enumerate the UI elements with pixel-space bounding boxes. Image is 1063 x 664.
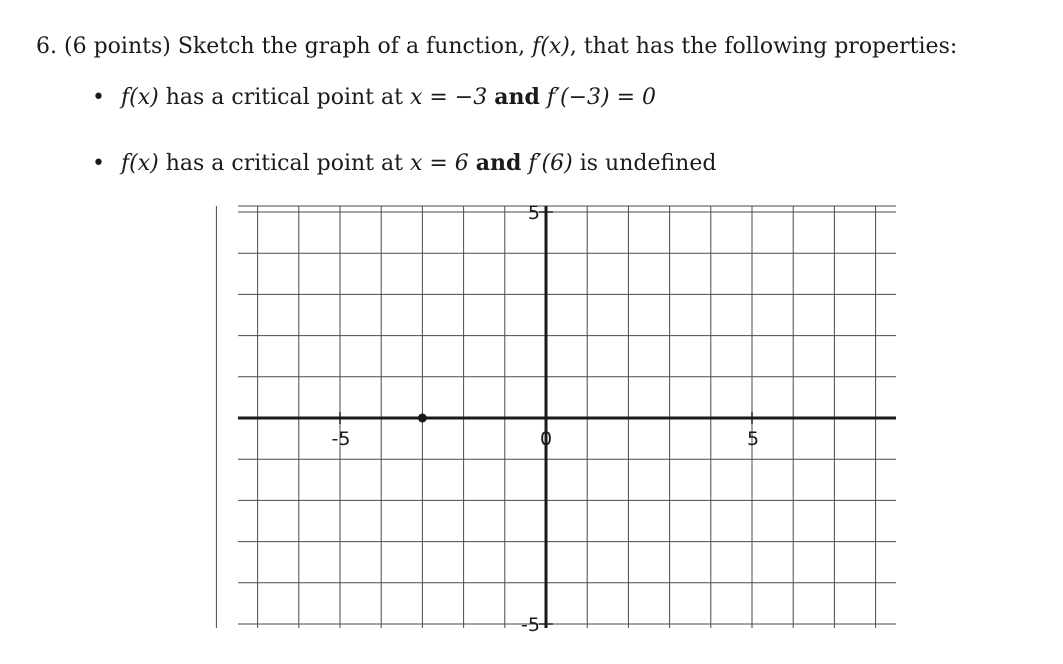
question-points: (6 points)	[64, 34, 171, 59]
bullet-icon: •	[92, 151, 105, 176]
property-function: f(x)	[121, 151, 159, 176]
property-connector: and	[475, 150, 522, 176]
x-tick-label: -5	[331, 428, 351, 450]
question-instruction-tail: , that has the following properties:	[569, 34, 958, 59]
x-tick-label: 0	[539, 428, 553, 450]
property-connector: and	[494, 84, 540, 110]
property-text: has a critical point at	[165, 151, 403, 176]
property-function: f(x)	[121, 85, 159, 110]
property-condition: x = −3	[409, 85, 488, 110]
property-tail: is undefined	[579, 151, 717, 176]
critical-point-marker	[418, 414, 427, 423]
function-name: f(x)	[532, 34, 570, 59]
property-condition: x = 6	[409, 151, 469, 176]
x-tick-label: 5	[746, 428, 760, 450]
property-text: has a critical point at	[165, 85, 403, 110]
question-number: 6.	[36, 34, 57, 59]
y-tick-label: -5	[521, 614, 540, 636]
property-derivative: f′(−3) = 0	[546, 85, 657, 110]
property-derivative: f′(6)	[528, 151, 573, 176]
question-instruction: Sketch the graph of a function,	[177, 34, 526, 59]
bullet-icon: •	[92, 85, 105, 110]
y-tick-label: 5	[527, 202, 540, 224]
